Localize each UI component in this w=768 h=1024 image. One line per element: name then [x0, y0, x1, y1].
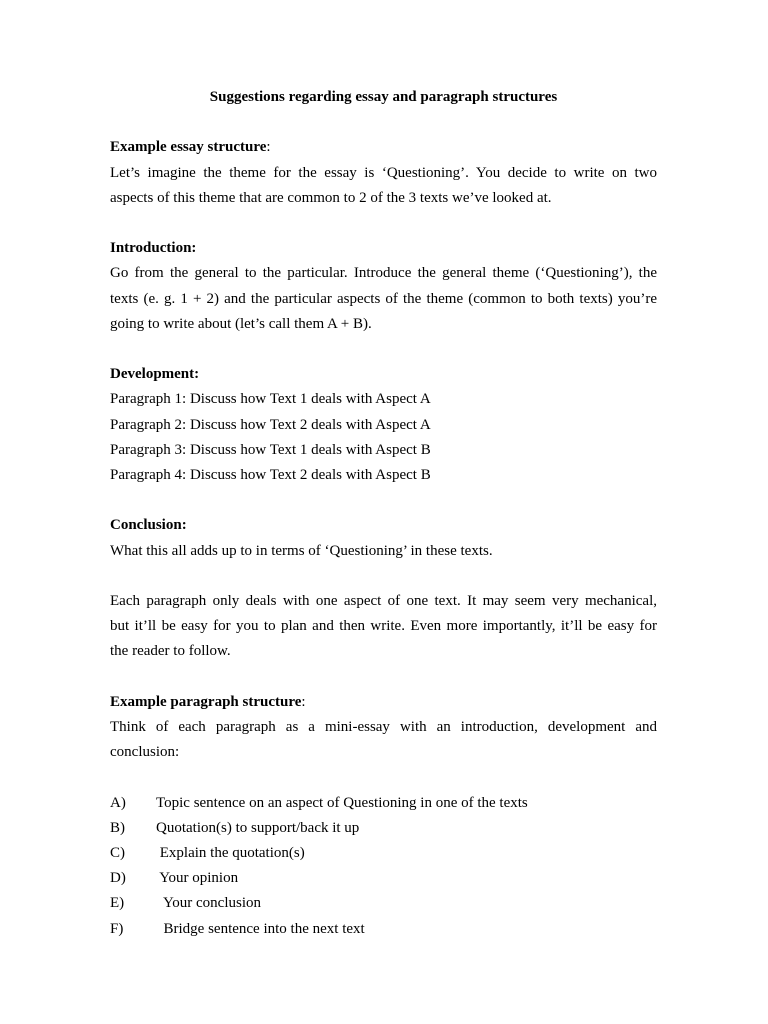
conclusion-line-1: What this all adds up to in terms of ‘Questioning’ in these texts. [110, 542, 493, 559]
document-title: Suggestions regarding essay and paragraph structures [209, 89, 558, 105]
list-item-letter: E) [110, 895, 125, 912]
note-line-2: but it’ll be easy for you to plan and then write. Even more importantly, it’ll be easy for [110, 618, 657, 635]
list-item [110, 791, 657, 816]
list-item-letter: A) [110, 794, 126, 811]
list-item [110, 841, 657, 866]
development-paragraph-1: Paragraph 1: Discuss how Text 1 deals with Aspect A [110, 391, 431, 408]
note-line-3: the reader to follow. [110, 643, 231, 660]
list-item-text: Explain the quotation(s) [156, 844, 305, 861]
list-item [110, 816, 657, 841]
development-paragraph-3: Paragraph 3: Discuss how Text 1 deals with Aspect B [110, 441, 431, 458]
list-item-letter: B) [110, 819, 125, 836]
essay-structure-heading-colon: : [266, 139, 271, 156]
essay-structure-heading [110, 135, 657, 160]
essay-structure-heading-text: Example essay structure [110, 139, 267, 156]
introduction-line-3: going to write about (let’s call them A + B). [110, 315, 372, 332]
introduction-line-2: texts (e. g. 1 + 2) and the particular aspects of the theme (common to both texts) you’re [110, 290, 657, 307]
development-paragraph-2: Paragraph 2: Discuss how Text 2 deals with Aspect A [110, 416, 431, 433]
conclusion-heading: Conclusion: [110, 517, 187, 534]
list-item-text: Your conclusion [156, 895, 262, 912]
development-heading: Development: [110, 366, 200, 383]
list-item-text: Quotation(s) to support/back it up [156, 819, 360, 836]
list-item-letter: C) [110, 844, 125, 861]
paragraph-structure-heading-text: Example paragraph structure [110, 693, 302, 710]
paragraph-structure-heading [110, 690, 657, 715]
list-item [110, 891, 657, 916]
essay-intro-line-2: aspects of this theme that are common to 2 of the 3 texts we’ve looked at. [110, 189, 552, 206]
introduction-heading: Introduction: [110, 240, 197, 257]
list-item-letter: F) [110, 920, 124, 937]
list-item-letter: D) [110, 870, 126, 887]
document-body [110, 85, 657, 942]
list-item-text: Topic sentence on an aspect of Questioning in one of the texts [156, 794, 528, 811]
list-item [110, 866, 657, 891]
list-item-text: Bridge sentence into the next text [156, 920, 365, 937]
introduction-line-1: Go from the general to the particular. Introduce the general theme (‘Questioning’), the [110, 265, 657, 282]
essay-intro-line-1: Let’s imagine the theme for the essay is ‘Questioning’. You decide to write on two [110, 164, 657, 181]
paragraph-structure-line-2: conclusion: [110, 744, 180, 761]
list-item-text: Your opinion [156, 870, 239, 887]
paragraph-structure-heading-colon: : [301, 693, 306, 710]
list-item [110, 917, 657, 942]
note-line-1: Each paragraph only deals with one aspect of one text. It may seem very mechanical, [110, 592, 657, 609]
development-paragraph-4: Paragraph 4: Discuss how Text 2 deals with Aspect B [110, 467, 431, 483]
paragraph-structure-line-1: Think of each paragraph as a mini-essay with an introduction, development and [110, 718, 657, 735]
